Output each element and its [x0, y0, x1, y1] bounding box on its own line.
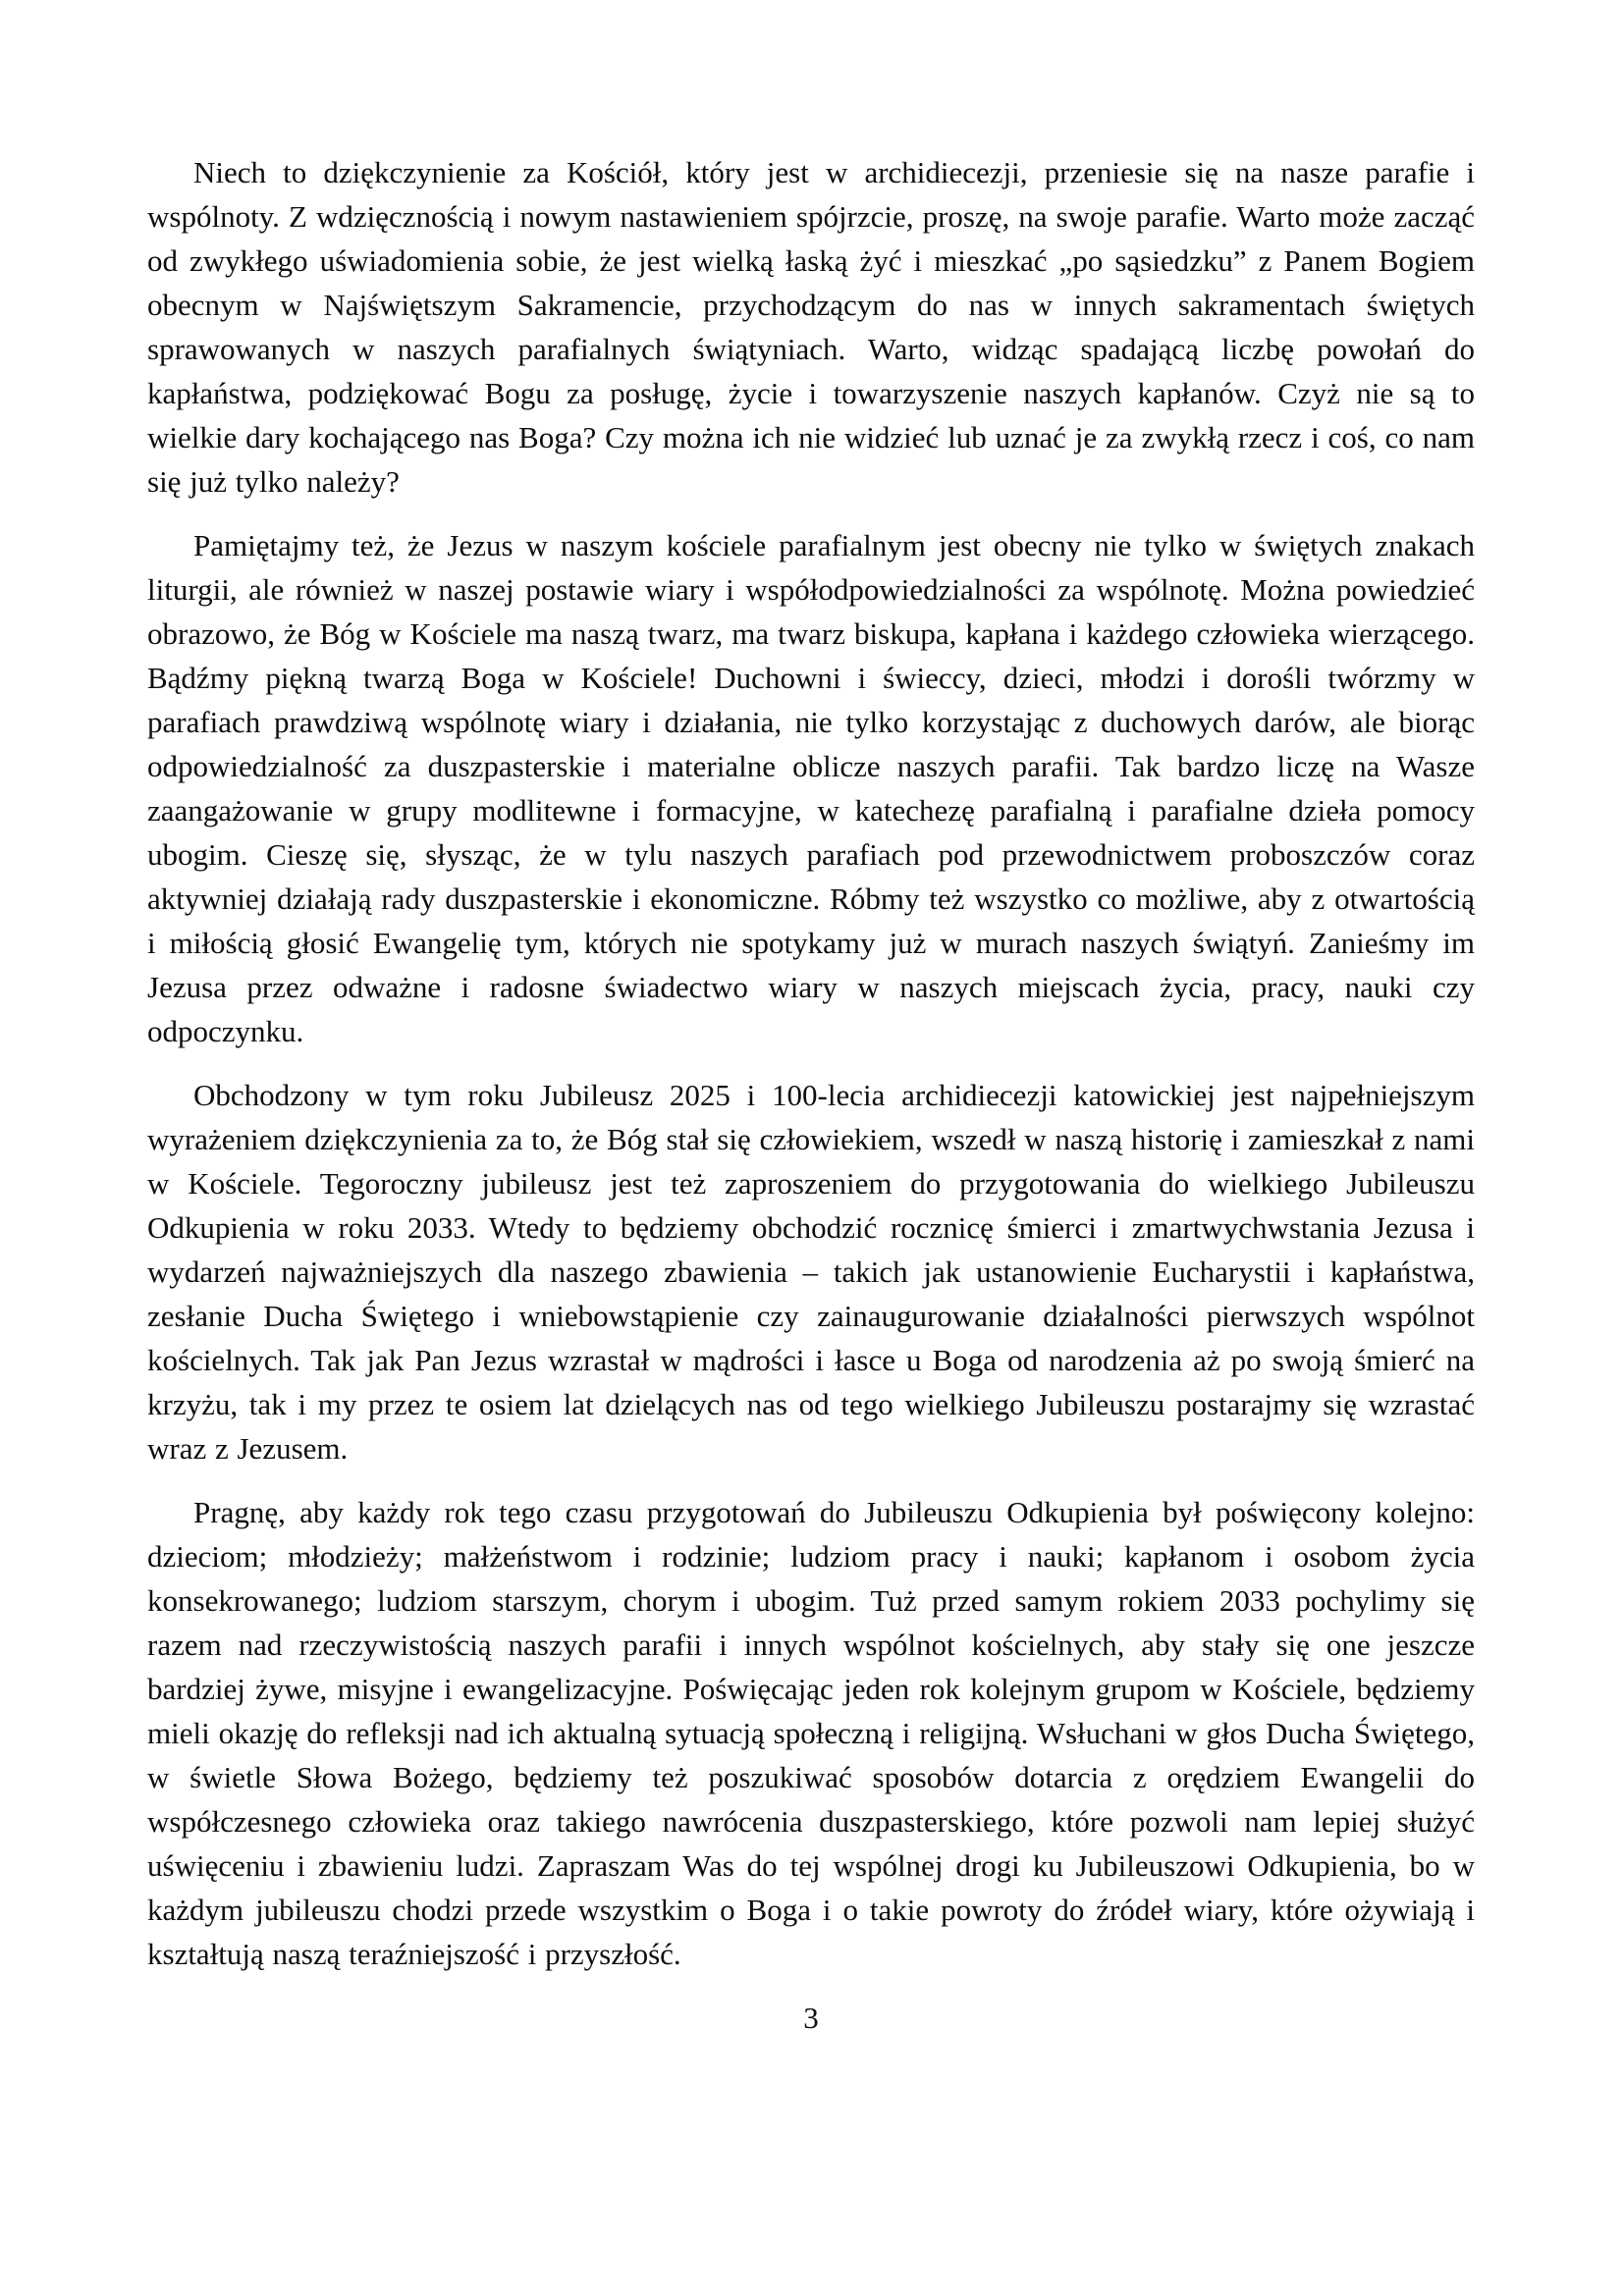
paragraph-thanksgiving-for-church: Niech to dziękczynienie za Kościół, który jest w archidiecezji, przeniesie się na nasze parafie i wspólnoty. Z wdzięcznością i nowym nastawieniem spójrzcie, proszę, na swoje parafie. Warto może zacząć od zwykłego uświadomienia sobie, że jest wielką łaską żyć i mieszkać „po sąsiedzku” z Panem Bogiem obecnym w Najświętszym Sakramencie, przychodzącym do nas w innych sakramentach świętych sprawowanych w naszych parafialnych świątyniach. Warto, widząc spadającą liczbę powołań do kapłaństwa, podziękować Bogu za posługę, życie i towarzyszenie naszych kapłanów. Czyż nie są to wielkie dary kochającego nas Boga? Czy można ich nie widzieć lub uznać je za zwykłą rzecz i coś, co nam się już tylko należy?: [147, 155, 1475, 499]
paragraph-jubilee-2025: Obchodzony w tym roku Jubileusz 2025 i 100-lecia archidiecezji katowickiej jest najpełniejszym wyrażeniem dziękczynienia za to, że Bóg stał się człowiekiem, wszedł w naszą historię i zamieszkał z nami w Kościele. Tegoroczny jubileusz jest też zaproszeniem do przygotowania do wielkiego Jubileuszu Odkupienia w roku 2033. Wtedy to będziemy obchodzić rocznicę śmierci i zmartwychwstania Jezusa i wydarzeń najważniejszych dla naszego zbawienia – takich jak ustanowienie Eucharystii i kapłaństwa, zesłanie Ducha Świętego i wniebowstąpienie czy zainaugurowanie działalności pierwszych wspólnot kościelnych. Tak jak Pan Jezus wzrastał w mądrości i łasce u Boga od narodzenia aż po swoją śmierć na krzyżu, tak i my przez te osiem lat dzielących nas od tego wielkiego Jubileuszu postarajmy się wzrastać wraz z Jezusem.: [147, 1078, 1475, 1466]
paragraph-years-of-preparation: Pragnę, aby każdy rok tego czasu przygotowań do Jubileuszu Odkupienia był poświęcony kolejno: dzieciom; młodzieży; małżeństwom i rodzinie; ludziom pracy i nauki; kapłanom i osobom życia konsekrowanego; ludziom starszym, chorym i ubogim. Tuż przed samym rokiem 2033 pochylimy się razem nad rzeczywistością naszych parafii i innych wspólnot kościelnych, aby stały się one jeszcze bardziej żywe, misyjne i ewangelizacyjne. Poświęcając jeden rok kolejnym grupom w Kościele, będziemy mieli okazję do refleksji nad ich aktualną sytuacją społeczną i religijną. Wsłuchani w głos Ducha Świętego, w świetle Słowa Bożego, będziemy też poszukiwać sposobów dotarcia z orędziem Ewangelii do współczesnego człowieka oraz takiego nawrócenia duszpasterskiego, które pozwoli nam lepiej służyć uświęceniu i zbawieniu ludzi. Zapraszam Was do tej wspólnej drogi ku Jubileuszowi Odkupienia, bo w każdym jubileuszu chodzi przede wszystkim o Boga i o takie powroty do źródeł wiary, które ożywiają i kształtują naszą teraźniejszość i przyszłość.: [147, 1495, 1475, 1971]
page-number: 3: [803, 2001, 819, 2035]
paragraph-jesus-in-parish: Pamiętajmy też, że Jezus w naszym kościele parafialnym jest obecny nie tylko w świętych znakach liturgii, ale również w naszej postawie wiary i współodpowiedzialności za wspólnotę. Można powiedzieć obrazowo, że Bóg w Kościele ma naszą twarz, ma twarz biskupa, kapłana i każdego człowieka wierzącego. Bądźmy piękną twarzą Boga w Kościele! Duchowni i świeccy, dzieci, młodzi i dorośli twórzmy w parafiach prawdziwą wspólnotę wiary i działania, nie tylko korzystając z duchowych darów, ale biorąc odpowiedzialność za duszpasterskie i materialne oblicze naszych parafii. Tak bardzo liczę na Wasze zaangażowanie w grupy modlitewne i formacyjne, w katechezę parafialną i parafialne dzieła pomocy ubogim. Cieszę się, słysząc, że w tylu naszych parafiach pod przewodnictwem proboszczów coraz aktywniej działają rady duszpasterskie i ekonomiczne. Róbmy też wszystko co możliwe, aby z otwartością i miłością głosić Ewangelię tym, których nie spotykamy już w murach naszych świątyń. Zanieśmy im Jezusa przez odważne i radosne świadectwo wiary w naszych miejscach życia, pracy, nauki czy odpoczynku.: [147, 528, 1475, 1048]
